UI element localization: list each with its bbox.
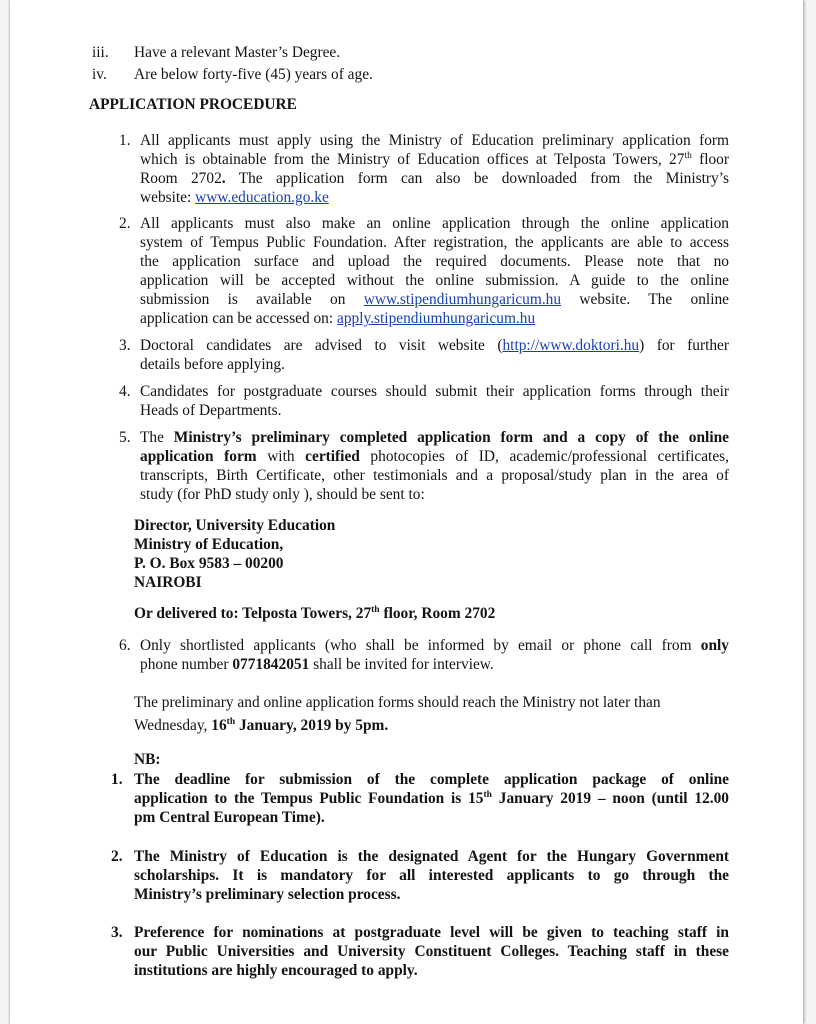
item-line: Candidates for postgraduate courses should submit their application forms through their	[140, 383, 729, 400]
item-line: All applicants must apply using the Ministry of Education preliminary application form	[140, 132, 729, 149]
item-line: Heads of Departments.	[140, 402, 282, 419]
address-line: NAIROBI	[134, 574, 202, 591]
nb-line: institutions are highly encouraged to apply.	[134, 962, 418, 979]
item-line: which is obtainable from the Ministry of Education offices at Telposta Towers, 27th floor	[140, 150, 730, 168]
list-marker: iv.	[92, 66, 107, 83]
apply-portal-link[interactable]: apply.stipendiumhungaricum.hu	[337, 310, 536, 327]
document-page	[10, 0, 803, 1024]
list-marker: iii.	[92, 44, 109, 61]
item-line: the application surface and upload the required documents. Please note that no	[140, 253, 729, 270]
delivery-location: Or delivered to: Telposta Towers, 27th floor, Room 2702	[134, 604, 496, 622]
nb-line: pm Central European Time).	[134, 809, 325, 826]
item-line: The Ministry’s preliminary completed application form and a copy of the online	[140, 429, 729, 446]
item-line: application can be accessed on: apply.stipendiumhungaricum.hu	[140, 310, 536, 327]
deadline-line: Wednesday, 16th January, 2019 by 5pm.	[134, 716, 389, 734]
item-line: application form with certified photocopies of ID, academic/professional certificates,	[140, 448, 730, 465]
item-number: 5.	[119, 429, 131, 446]
doktori-website-link[interactable]: http://www.doktori.hu	[502, 337, 640, 354]
item-line: submission is available on www.stipendiumhungaricum.hu website. The online	[140, 291, 729, 308]
item-number: 3.	[119, 337, 131, 354]
nb-line: our Public Universities and University Constituent Colleges. Teaching staff in these	[134, 943, 729, 960]
item-line: transcripts, Birth Certificate, other testimonials and a proposal/study plan in the area of	[140, 467, 729, 484]
nb-line: The deadline for submission of the complete application package of online	[134, 771, 729, 788]
section-heading: APPLICATION PROCEDURE	[89, 96, 297, 113]
item-line: Doctoral candidates are advised to visit website (http://www.doktori.hu) for further	[140, 337, 730, 354]
item-number: 4.	[119, 383, 131, 400]
address-line: Ministry of Education,	[134, 536, 284, 553]
list-item: Have a relevant Master’s Degree.	[134, 44, 341, 61]
item-line: All applicants must also make an online application through the online application	[140, 215, 729, 232]
address-line: P. O. Box 9583 – 00200	[134, 555, 284, 572]
nb-line: Ministry’s preliminary selection process.	[134, 886, 401, 903]
item-number: 6.	[119, 637, 131, 654]
item-number: 2.	[111, 848, 123, 865]
nb-line: application to the Tempus Public Foundation is 15th January 2019 – noon (until 12.00	[134, 789, 730, 807]
item-line: study (for PhD study only ), should be sent to:	[140, 486, 425, 503]
item-line: system of Tempus Public Foundation. After registration, the applicants are able to access	[140, 234, 729, 251]
item-number: 1.	[111, 771, 123, 788]
item-line: application will be accepted without the online submission. A guide to the online	[140, 272, 729, 289]
nb-line: The Ministry of Education is the designated Agent for the Hungary Government	[134, 848, 729, 865]
item-line: Room 2702. The application form can also be downloaded from the Ministry’s	[140, 170, 729, 187]
item-line: details before applying.	[140, 356, 285, 373]
item-line: Only shortlisted applicants (who shall be informed by email or phone call from only	[140, 637, 729, 654]
item-number: 3.	[111, 924, 123, 941]
item-number: 2.	[119, 215, 131, 232]
deadline-line: The preliminary and online application forms should reach the Ministry not later than	[134, 694, 661, 711]
list-item: Are below forty-five (45) years of age.	[134, 66, 373, 83]
item-line: website: www.education.go.ke	[140, 189, 329, 206]
education-website-link[interactable]: www.education.go.ke	[195, 189, 329, 206]
stipendium-website-link[interactable]: www.stipendiumhungaricum.hu	[363, 291, 562, 308]
nb-label: NB:	[134, 751, 161, 768]
item-line: phone number 0771842051 shall be invited for interview.	[140, 656, 494, 673]
address-line: Director, University Education	[134, 517, 336, 534]
nb-line: scholarships. It is mandatory for all interested applicants to go through the	[134, 867, 729, 884]
nb-line: Preference for nominations at postgraduate level will be given to teaching staff in	[134, 924, 729, 941]
item-number: 1.	[119, 132, 131, 149]
